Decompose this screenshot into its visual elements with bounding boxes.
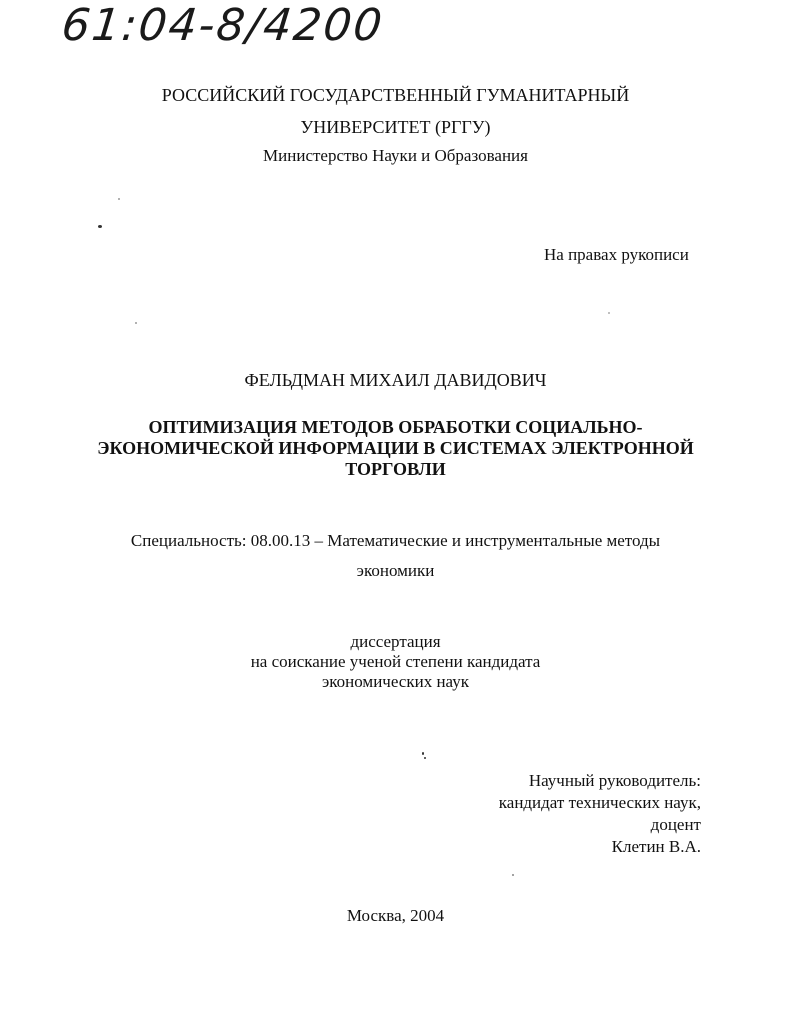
scan-speck xyxy=(422,752,424,755)
title-line-1: ОПТИМИЗАЦИЯ МЕТОДОВ ОБРАБОТКИ СОЦИАЛЬНО- xyxy=(148,417,643,437)
archive-code-handwritten: 61:04-8/4200 xyxy=(59,0,387,51)
university-line-1: РОССИЙСКИЙ ГОСУДАРСТВЕННЫЙ ГУМАНИТАРНЫЙ xyxy=(161,85,630,105)
author-name: ФЕЛЬДМАН МИХАИЛ ДАВИДОВИЧ xyxy=(244,370,547,390)
scan-speck xyxy=(135,322,137,324)
specialty-line-2: экономики xyxy=(356,561,435,580)
place-year: Москва, 2004 xyxy=(346,906,445,925)
title-line-3: ТОРГОВЛИ xyxy=(345,459,446,479)
ministry: Министерство Науки и Образования xyxy=(263,146,528,165)
title-line-2: ЭКОНОМИЧЕСКОЙ ИНФОРМАЦИИ В СИСТЕМАХ ЭЛЕКТРОННОЙ xyxy=(97,438,694,458)
supervisor-role: Научный руководитель: xyxy=(528,771,701,790)
supervisor-degree: кандидат технических наук, xyxy=(498,793,701,812)
scan-speck xyxy=(424,757,426,759)
scan-speck xyxy=(98,225,102,228)
scan-speck xyxy=(512,874,514,876)
manuscript-rights: На правах рукописи xyxy=(544,245,689,264)
degree-line-2: на соискание ученой степени кандидата xyxy=(250,652,541,671)
degree-line-1: диссертация xyxy=(350,632,441,651)
degree-line-3: экономических наук xyxy=(321,672,470,691)
university-line-2: УНИВЕРСИТЕТ (РГГУ) xyxy=(300,117,491,137)
scan-speck xyxy=(608,312,610,314)
scan-speck xyxy=(118,198,120,200)
supervisor-title: доцент xyxy=(650,815,701,834)
supervisor-name: Клетин В.А. xyxy=(611,837,701,856)
supervisor-block xyxy=(420,770,701,858)
specialty-line-1: Специальность: 08.00.13 – Математические и инструментальные методы xyxy=(130,531,661,550)
